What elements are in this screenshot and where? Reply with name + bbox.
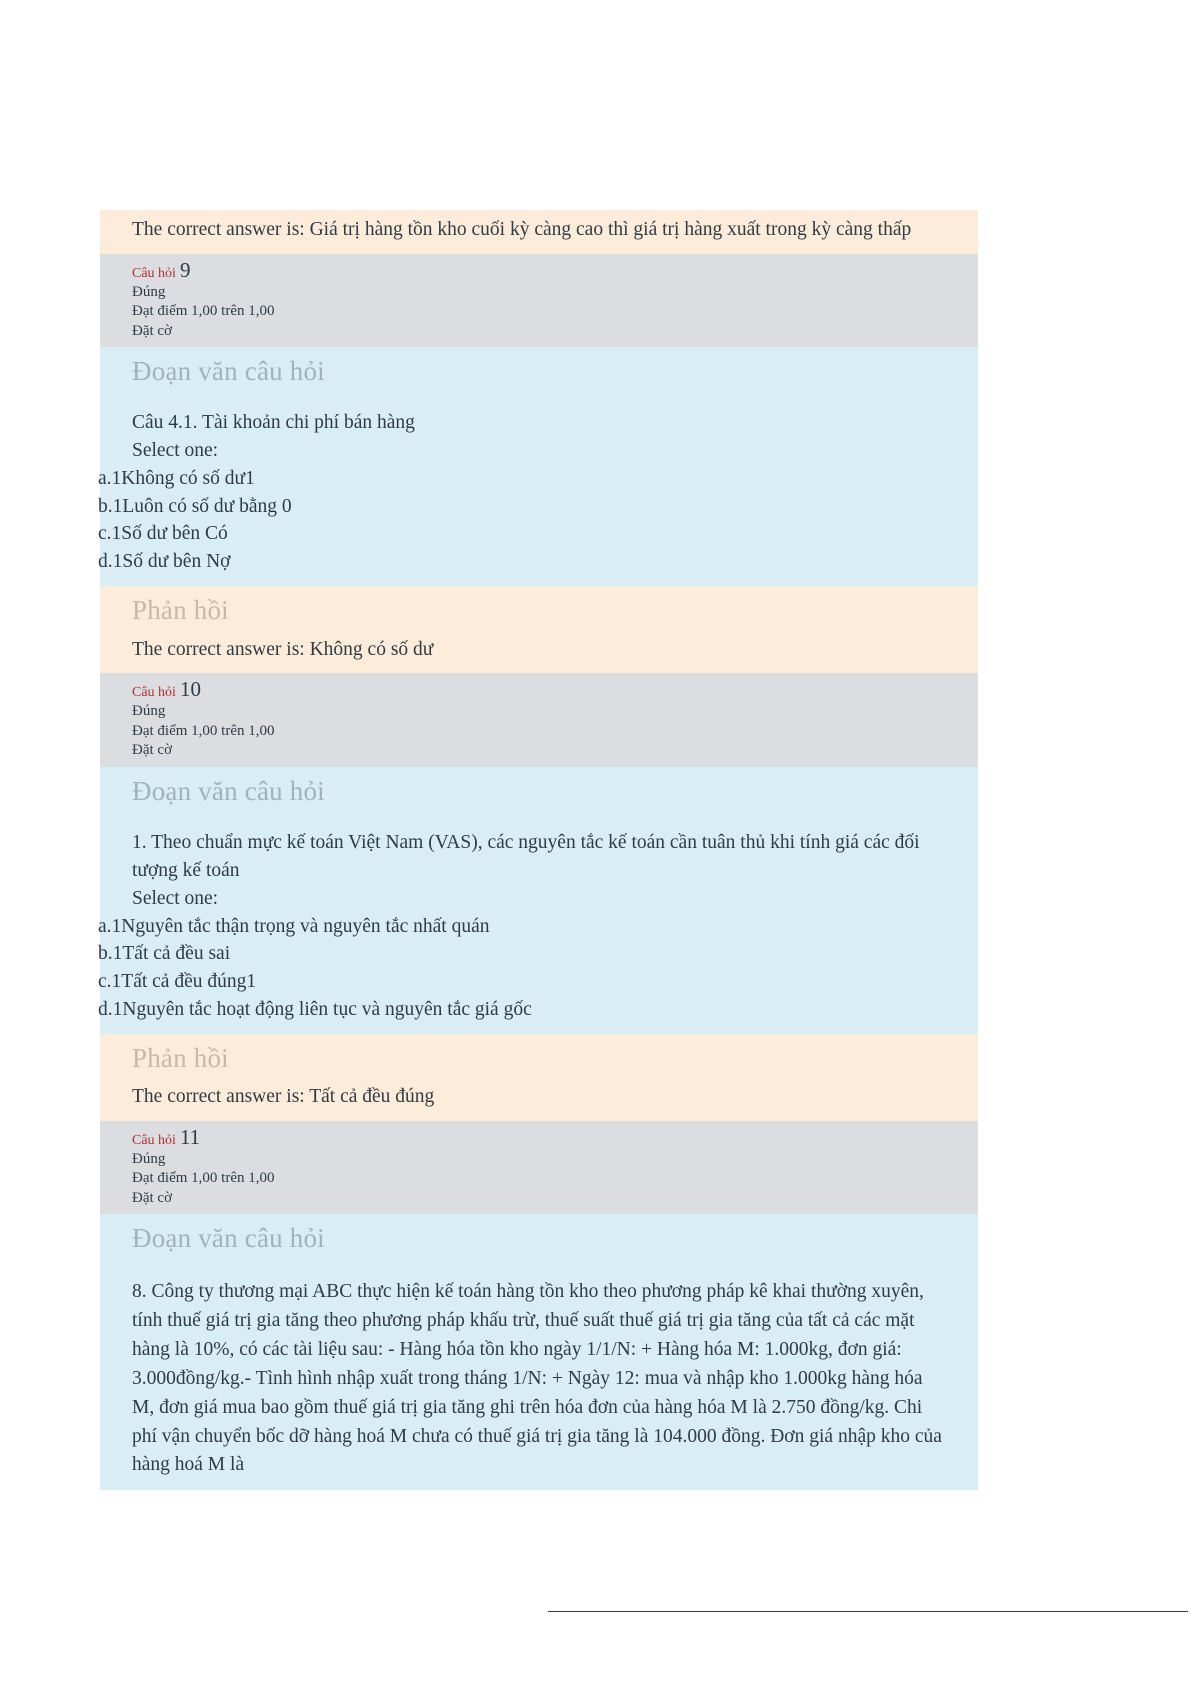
option-marker: 1 [112,943,123,965]
feedback-block-10 [100,1077,978,1121]
option-text: Số dư bên Có [121,523,228,545]
question-stem: 8. Công ty thương mại ABC thực hiện kế toán hàng tồn kho theo phương pháp kê khai thường xuyên, tính thuế giá trị gia tăng theo phương pháp khấu trừ, thuế suất thuế giá trị gia tăng của tất cả các mặt hàng là 10%, có các tài liệu sau: - Hàng hóa tồn kho ngày 1/1/N: + Hàng hóa M: 1.000kg, đơn giá: 3.000đồng/kg.- Tình hình nhập xuất trong tháng 1/N: + Ngày 12: mua và nhập kho 1.000kg hàng hóa M, đơn giá mua bao gồm thuế giá trị gia tăng ghi trên hóa đơn của hàng hóa M là 2.750 đồng/kg. Chi phí vận chuyển bốc dỡ hàng hoá M chưa có thuế giá trị gia tăng là 104.000 đồng. Đơn giá nhập kho của hàng hoá M là [132,1281,942,1476]
correct-answer-text: The correct answer is: Giá trị hàng tồn kho cuối kỳ càng cao thì giá trị hàng xuất trong kỳ càng thấp [132,219,912,240]
list-item[interactable] [98,940,946,968]
question-body-11 [100,1258,978,1490]
option-marker: 1 [112,495,123,517]
option-suffix: 1 [246,971,257,993]
option-marker: 1 [111,971,122,993]
list-item[interactable] [98,968,946,996]
question-number-line [132,258,946,283]
correct-answer-text: The correct answer is: Không có số dư [132,638,434,660]
question-label: Câu hỏi [132,1132,176,1148]
option-text: Tất cả đều đúng [121,971,247,993]
select-one-label: Select one: [132,887,219,909]
option-text: Luôn có số dư bằng 0 [122,495,292,517]
answer-options-10 [98,913,946,1024]
option-key: a. [98,915,112,937]
question-number: 9 [179,257,191,282]
footer-divider [548,1611,1188,1612]
question-number-line [132,677,946,702]
question-meta-11 [100,1121,978,1215]
question-status: Đúng [132,283,166,300]
question-stem: 1. Theo chuẩn mực kế toán Việt Nam (VAS), các nguyên tắc kế toán cần tuân thủ khi tính giá các đối tượng kế toán [132,831,920,881]
option-key: c. [98,523,112,545]
question-body-9 [100,391,978,586]
flag-question-link[interactable]: Đặt cờ [132,1189,172,1206]
list-item[interactable] [98,465,946,493]
option-key: c. [98,971,112,993]
list-item[interactable] [98,520,946,548]
option-key: d. [98,551,113,573]
question-heading-10 [100,767,978,811]
list-item[interactable] [98,913,946,941]
feedback-heading-10 [100,1034,978,1078]
option-marker: 1 [112,551,123,573]
question-meta-10 [100,673,978,767]
option-text: Nguyên tắc thận trọng và nguyên tắc nhất quán [121,915,490,937]
question-meta-9 [100,254,978,348]
question-label: Câu hỏi [132,265,176,281]
question-status: Đúng [132,1150,166,1167]
question-heading-11 [100,1214,978,1258]
option-marker: 1 [111,468,122,490]
question-status: Đúng [132,703,166,720]
option-marker: 1 [111,915,122,937]
question-section-title: Đoạn văn câu hỏi [132,1223,325,1254]
list-item[interactable] [98,548,946,576]
flag-question-link[interactable]: Đặt cờ [132,742,172,759]
correct-answer-text: The correct answer is: Tất cả đều đúng [132,1086,435,1108]
list-item[interactable] [98,996,946,1024]
list-item[interactable] [98,493,946,521]
option-text: Không có số dư [121,468,246,490]
feedback-heading-9 [100,586,978,630]
option-marker: 1 [111,523,122,545]
answer-options-9 [98,465,946,576]
option-key: a. [98,468,112,490]
feedback-section-title: Phản hồi [132,1042,229,1073]
question-section-title: Đoạn văn câu hỏi [132,775,325,806]
question-grade: Đạt điểm 1,00 trên 1,00 [132,303,275,320]
option-text: Tất cả đều sai [122,943,231,965]
question-label: Câu hỏi [132,685,176,701]
question-grade: Đạt điểm 1,00 trên 1,00 [132,1170,275,1187]
option-text: Nguyên tắc hoạt động liên tục và nguyên tắc giá gốc [122,998,532,1020]
option-text: Số dư bên Nợ [122,551,231,573]
select-one-label: Select one: [132,440,219,462]
question-body-10 [100,811,978,1034]
option-key: b. [98,495,113,517]
document-body [100,210,978,1490]
question-number-line [132,1125,946,1150]
option-suffix: 1 [245,468,255,490]
question-stem: Câu 4.1. Tài khoản chi phí bán hàng [132,411,415,433]
question-section-title: Đoạn văn câu hỏi [132,356,325,387]
flag-question-link[interactable]: Đặt cờ [132,322,172,339]
feedback-section-title: Phản hồi [132,594,229,625]
option-key: b. [98,943,113,965]
feedback-block-top [100,210,978,254]
option-marker: 1 [112,998,123,1020]
question-number: 10 [179,677,201,702]
question-grade: Đạt điểm 1,00 trên 1,00 [132,722,275,739]
question-number: 11 [179,1124,201,1149]
feedback-block-9 [100,630,978,674]
question-heading-9 [100,347,978,391]
option-key: d. [98,998,113,1020]
